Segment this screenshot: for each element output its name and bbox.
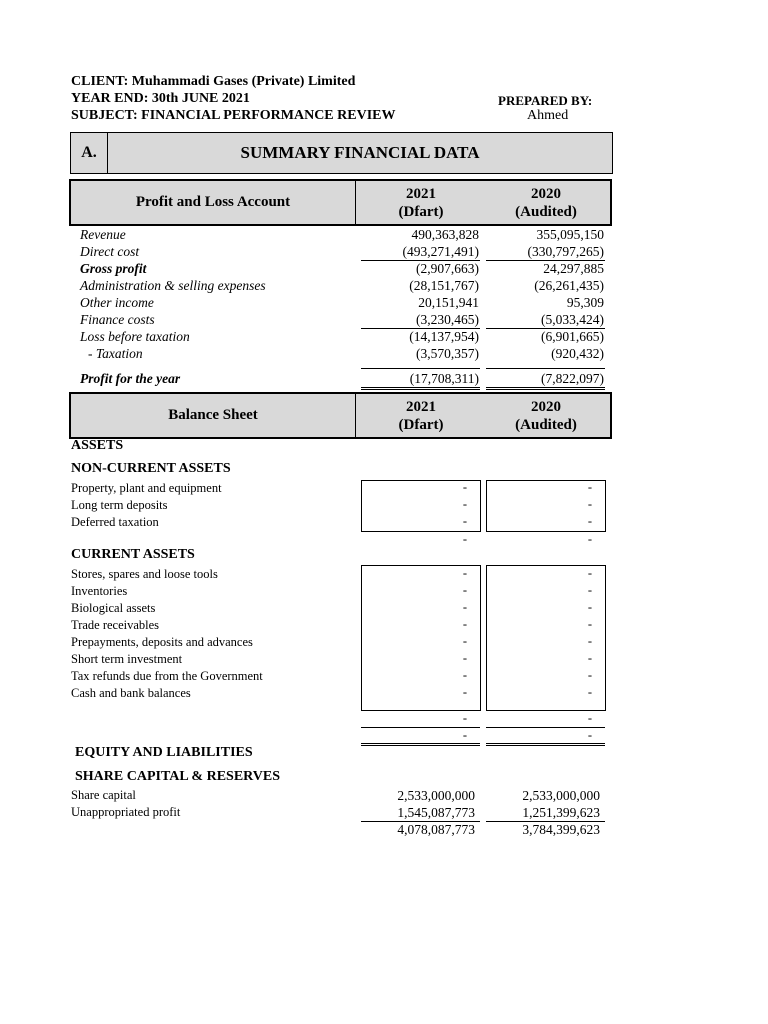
- nca-value-2021: -: [462, 497, 468, 511]
- pl-row-value-2021: (2,907,663): [416, 261, 479, 276]
- ca-item: Trade receivables: [71, 618, 160, 632]
- pl-row-value-2020: (6,901,665): [541, 329, 604, 344]
- pl-row-revenue: [70, 226, 610, 243]
- equity-item-2021: 1,545,087,773: [397, 805, 475, 820]
- pl-row-value-2021: 490,363,828: [411, 227, 479, 242]
- nca-item: Deferred taxation: [71, 515, 159, 529]
- ca-total-2020: -: [587, 711, 593, 725]
- pl-row-direct-cost: [70, 243, 610, 260]
- pl-row-label: Revenue: [80, 227, 126, 242]
- nca-value-2021: -: [462, 480, 468, 494]
- ca-value-2020: -: [587, 651, 593, 665]
- pl-row-value-2020: 95,309: [566, 295, 604, 310]
- bs-col-2020-year: 2020: [531, 399, 561, 415]
- ca-value-2020: -: [587, 600, 593, 614]
- pl-row-gross-profit: [70, 260, 610, 277]
- nca-total-2021: -: [462, 532, 468, 546]
- ca-value-2020: -: [587, 634, 593, 648]
- ca-item: Prepayments, deposits and advances: [71, 635, 253, 649]
- pl-row-value-2021: (493,271,491): [402, 244, 479, 259]
- bs-col-2020-status: (Audited): [515, 417, 577, 433]
- pl-row-finance-costs: [70, 311, 610, 328]
- assets-double-line-2020: [486, 743, 605, 744]
- section-title-bar: [70, 132, 613, 174]
- nca-value-2020: -: [587, 497, 593, 511]
- pl-profit-label: Profit for the year: [80, 371, 181, 386]
- non-current-assets-label: NON-CURRENT ASSETS: [71, 461, 231, 476]
- ca-value-2020: -: [587, 583, 593, 597]
- client-name: CLIENT: Muhammadi Gases (Private) Limited: [71, 74, 356, 89]
- share-capital-reserves-label: SHARE CAPITAL & RESERVES: [75, 769, 281, 784]
- nca-value-2020: -: [587, 514, 593, 528]
- pl-total-line-2021: [361, 368, 480, 369]
- ca-item: Cash and bank balances: [71, 686, 191, 700]
- nca-item: Property, plant and equipment: [71, 481, 222, 495]
- nca-total-2020: -: [587, 532, 593, 546]
- pl-row-value-2020: (920,432): [551, 346, 604, 361]
- pl-row-taxation: [70, 345, 610, 362]
- bs-col-2021-status: (Dfart): [398, 417, 444, 433]
- pl-row-value-2021: (3,230,465): [416, 312, 479, 327]
- pl-row-profit-for-year: [70, 370, 610, 387]
- equity-liabilities-label: EQUITY AND LIABILITIES: [75, 745, 253, 760]
- equity-item-label: Unappropriated profit: [71, 805, 181, 819]
- pl-total-line-2020: [486, 368, 605, 369]
- ca-total-2021: -: [462, 711, 468, 725]
- ca-value-2021: -: [462, 583, 468, 597]
- bs-col-2021-year: 2021: [406, 399, 436, 415]
- pl-row-value-2020: (26,261,435): [534, 278, 604, 293]
- pl-row-label: Other income: [80, 295, 154, 310]
- ca-value-2021: -: [462, 668, 468, 682]
- pl-row-loss-before-tax: [70, 328, 610, 345]
- assets-total-2021: -: [462, 728, 468, 742]
- pl-heading: Profit and Loss Account: [71, 181, 356, 224]
- pl-col-2021-year: 2021: [406, 186, 436, 202]
- current-assets-label: CURRENT ASSETS: [71, 547, 195, 562]
- pl-row-value-2020: (5,033,424): [541, 312, 604, 327]
- pl-row-value-2020: 24,297,885: [543, 261, 604, 276]
- pl-row-label: Gross profit: [80, 261, 147, 276]
- assets-double-line-2021: [361, 743, 480, 744]
- pl-row-label: Finance costs: [80, 312, 155, 327]
- assets-double-line-2021: [361, 745, 480, 746]
- pl-row-value-2021: 20,151,941: [418, 295, 479, 310]
- pl-header: [69, 179, 612, 226]
- prepared-by-name: Ahmed: [527, 108, 569, 123]
- bs-heading: Balance Sheet: [71, 394, 356, 437]
- pl-row-value-2020: (330,797,265): [527, 244, 604, 259]
- pl-row-label: Direct cost: [80, 244, 140, 259]
- pl-double-line-2021: [361, 387, 480, 388]
- equity-total-2020: 3,784,399,623: [522, 822, 600, 837]
- pl-row-value-2021: (14,137,954): [409, 329, 479, 344]
- pl-double-line-2020: [486, 389, 605, 390]
- ca-item: Short term investment: [71, 652, 183, 666]
- equity-item-label: Share capital: [71, 788, 136, 802]
- pl-col-2021-status: (Dfart): [398, 204, 444, 220]
- ca-value-2021: -: [462, 600, 468, 614]
- ca-item: Stores, spares and loose tools: [71, 567, 218, 581]
- year-end: YEAR END: 30th JUNE 2021: [71, 91, 250, 106]
- assets-label: ASSETS: [71, 438, 124, 453]
- pl-row-label: Loss before taxation: [80, 329, 190, 344]
- subject: SUBJECT: FINANCIAL PERFORMANCE REVIEW: [71, 108, 396, 123]
- pl-profit-2020: (7,822,097): [541, 371, 604, 386]
- pl-row-value-2021: (3,570,357): [416, 346, 479, 361]
- equity-total-2021: 4,078,087,773: [397, 822, 475, 837]
- assets-total-2020: -: [587, 728, 593, 742]
- ca-value-2021: -: [462, 651, 468, 665]
- nca-item: Long term deposits: [71, 498, 168, 512]
- ca-value-2020: -: [587, 617, 593, 631]
- nca-value-2020: -: [587, 480, 593, 494]
- equity-item-2020: 1,251,399,623: [522, 805, 600, 820]
- ca-item: Tax refunds due from the Government: [71, 669, 263, 683]
- pl-col-2020-year: 2020: [531, 186, 561, 202]
- pl-row-label: - Taxation: [88, 346, 143, 361]
- ca-item: Inventories: [71, 584, 128, 598]
- ca-value-2021: -: [462, 566, 468, 580]
- pl-row-value-2021: (28,151,767): [409, 278, 479, 293]
- pl-row-admin-expenses: [70, 277, 610, 294]
- equity-item-2020: 2,533,000,000: [522, 788, 600, 803]
- pl-double-line-2021: [361, 389, 480, 390]
- ca-value-2021: -: [462, 617, 468, 631]
- prepared-by-label: PREPARED BY:: [498, 93, 593, 108]
- pl-col-2020-status: (Audited): [515, 204, 577, 220]
- pl-row-other-income: [70, 294, 610, 311]
- pl-profit-2021: (17,708,311): [409, 371, 479, 386]
- bs-header: [69, 392, 612, 439]
- ca-value-2020: -: [587, 685, 593, 699]
- pl-row-label: Administration & selling expenses: [80, 278, 266, 293]
- equity-item-2021: 2,533,000,000: [397, 788, 475, 803]
- section-letter: A.: [71, 133, 108, 173]
- ca-value-2020: -: [587, 566, 593, 580]
- section-title: SUMMARY FINANCIAL DATA: [240, 143, 480, 162]
- nca-value-2021: -: [462, 514, 468, 528]
- pl-row-value-2020: 355,095,150: [536, 227, 604, 242]
- pl-double-line-2020: [486, 387, 605, 388]
- assets-double-line-2020: [486, 745, 605, 746]
- ca-value-2021: -: [462, 685, 468, 699]
- ca-value-2021: -: [462, 634, 468, 648]
- ca-item: Biological assets: [71, 601, 156, 615]
- ca-value-2020: -: [587, 668, 593, 682]
